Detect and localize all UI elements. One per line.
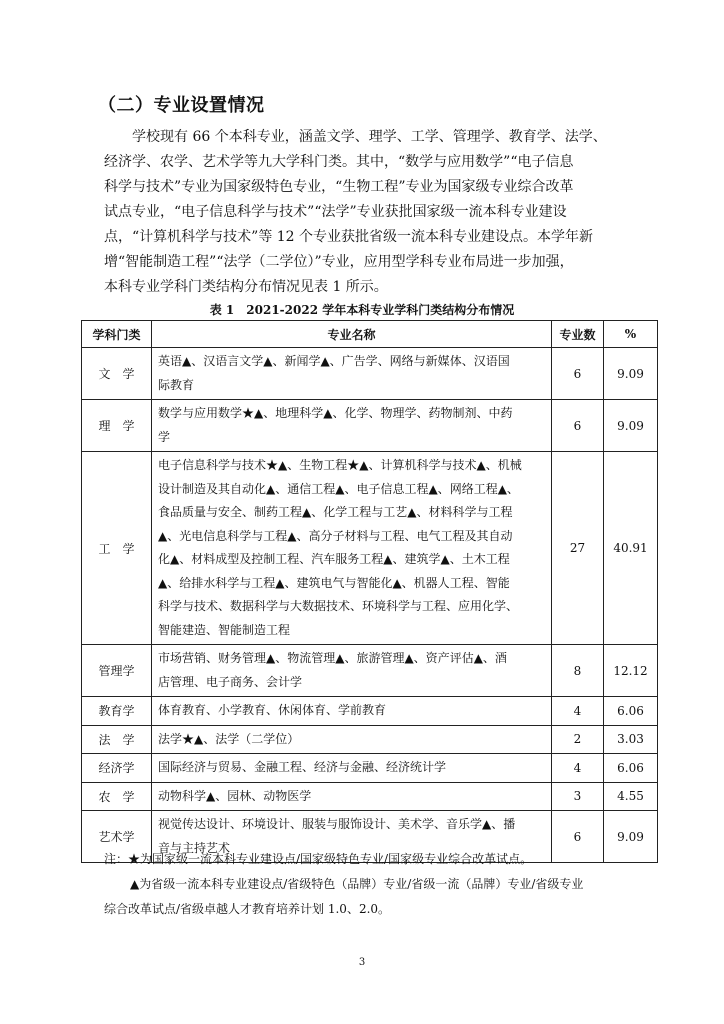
major-line: 英语▲、汉语言文学▲、新闻学▲、广告学、网络与新媒体、汉语国 [158, 354, 510, 368]
table-row [82, 697, 658, 726]
major-line: 际教育 [158, 377, 195, 392]
category-cell: 法 学 [82, 725, 152, 754]
category-cell: 艺术学 [82, 811, 152, 863]
table-notes [104, 847, 644, 922]
category-cell: 理 学 [82, 400, 152, 452]
table-row [82, 754, 658, 783]
paragraph-line: 科学与技术”专业为国家级特色专业，“生物工程”专业为国家级专业综合改革 [104, 179, 574, 195]
header-percent: % [604, 321, 658, 348]
table-row [82, 645, 658, 697]
count-cell: 27 [552, 452, 604, 645]
major-line: ▲、给排水科学与工程▲、建筑电气与智能化▲、机器人工程、智能 [158, 575, 510, 590]
category-cell: 经济学 [82, 754, 152, 783]
header-category: 学科门类 [82, 321, 152, 348]
major-line: 店管理、电子商务、会计学 [158, 674, 303, 689]
major-names-cell [152, 452, 552, 645]
major-line: 科学与技术、数据科学与大数据技术、环境科学与工程、应用化学、 [158, 599, 519, 613]
category-cell: 工 学 [82, 452, 152, 645]
major-line: 智能建造、智能制造工程 [158, 622, 291, 637]
note-line: 注：★为国家级一流本科专业建设点/国家级特色专业/国家级专业综合改革试点。 [104, 852, 533, 866]
percent-cell: 12.12 [604, 645, 658, 697]
table-row [82, 782, 658, 811]
table-row [82, 348, 658, 400]
major-line: ▲、光电信息科学与工程▲、高分子材料与工程、电气工程及其自动 [158, 528, 513, 543]
table-caption: 表 1 2021-2022 学年本科专业学科门类结构分布情况 [209, 303, 515, 317]
percent-cell: 6.06 [604, 754, 658, 783]
major-line: 视觉传达设计、环境设计、服装与服饰设计、美术学、音乐学▲、播 [158, 817, 516, 831]
percent-cell: 3.03 [604, 725, 658, 754]
major-line: 学 [158, 429, 171, 444]
major-line: 法学★▲、法学（二学位） [158, 731, 300, 746]
major-names-cell [152, 645, 552, 697]
header-count: 专业数 [552, 321, 604, 348]
major-line: 电子信息科学与技术★▲、生物工程★▲、计算机科学与技术▲、机械 [158, 458, 522, 472]
percent-cell: 9.09 [604, 400, 658, 452]
major-line: 食品质量与安全、制药工程▲、化学工程与工艺▲、材料科学与工程 [158, 505, 513, 519]
table-header-row [82, 321, 658, 348]
count-cell: 4 [552, 697, 604, 726]
category-cell: 文 学 [82, 348, 152, 400]
intro-paragraph [104, 125, 620, 300]
major-line: 化▲、材料成型及控制工程、汽车服务工程▲、建筑学▲、土木工程 [158, 552, 510, 566]
count-cell: 6 [552, 400, 604, 452]
major-line: 数学与应用数学★▲、地理科学▲、化学、物理学、药物制剂、中药 [158, 406, 513, 420]
page-number: 3 [358, 957, 366, 968]
table-row [82, 400, 658, 452]
category-cell: 教育学 [82, 697, 152, 726]
paragraph-line: 经济学、农学、艺术学等九大学科门类。其中，“数学与应用数学”“电子信息 [104, 154, 574, 170]
count-cell: 4 [552, 754, 604, 783]
major-distribution-table [81, 320, 658, 863]
paragraph-line: 试点专业，“电子信息科学与技术”“法学”专业获批国家级一流本科专业建设 [104, 204, 567, 220]
percent-cell: 6.06 [604, 697, 658, 726]
table-row [82, 452, 658, 645]
count-cell: 6 [552, 348, 604, 400]
note-line: ▲为省级一流本科专业建设点/省级特色（品牌）专业/省级一流（品牌）专业/省级专业 [130, 877, 584, 891]
major-names-cell [152, 348, 552, 400]
major-line: 设计制造及其自动化▲、通信工程▲、电子信息工程▲、网络工程▲、 [158, 481, 519, 496]
percent-cell: 9.09 [604, 348, 658, 400]
header-major-names: 专业名称 [152, 321, 552, 348]
major-line: 音与主持艺术 [158, 840, 231, 855]
percent-cell: 4.55 [604, 782, 658, 811]
percent-cell: 40.91 [604, 452, 658, 645]
major-names-cell [152, 697, 552, 726]
count-cell: 2 [552, 725, 604, 754]
category-cell: 管理学 [82, 645, 152, 697]
paragraph-line: 本科专业学科门类结构分布情况见表 1 所示。 [104, 279, 388, 295]
major-line: 动物科学▲、园林、动物医学 [158, 788, 312, 803]
major-line: 市场营销、财务管理▲、物流管理▲、旅游管理▲、资产评估▲、酒 [158, 651, 507, 665]
major-names-cell [152, 754, 552, 783]
section-heading: （二）专业设置情况 [98, 95, 265, 116]
category-cell: 农 学 [82, 782, 152, 811]
count-cell: 6 [552, 811, 604, 863]
note-line: 综合改革试点/省级卓越人才教育培养计划 1.0、2.0。 [104, 902, 391, 916]
major-line: 国际经济与贸易、金融工程、经济与金融、经济统计学 [158, 760, 447, 774]
percent-cell: 9.09 [604, 811, 658, 863]
paragraph-line: 增“智能制造工程”“法学（二学位）”专业，应用型学科专业布局进一步加强， [104, 254, 574, 270]
count-cell: 8 [552, 645, 604, 697]
paragraph-line: 点，“计算机科学与技术”等 12 个专业获批省级一流本科专业建设点。本学年新 [104, 229, 594, 245]
major-names-cell [152, 400, 552, 452]
major-names-cell [152, 782, 552, 811]
major-names-cell [152, 725, 552, 754]
count-cell: 3 [552, 782, 604, 811]
major-line: 体育教育、小学教育、休闲体育、学前教育 [158, 703, 387, 717]
paragraph-line: 学校现有 66 个本科专业，涵盖文学、理学、工学、管理学、教育学、法学、 [104, 129, 607, 145]
table-row [82, 725, 658, 754]
